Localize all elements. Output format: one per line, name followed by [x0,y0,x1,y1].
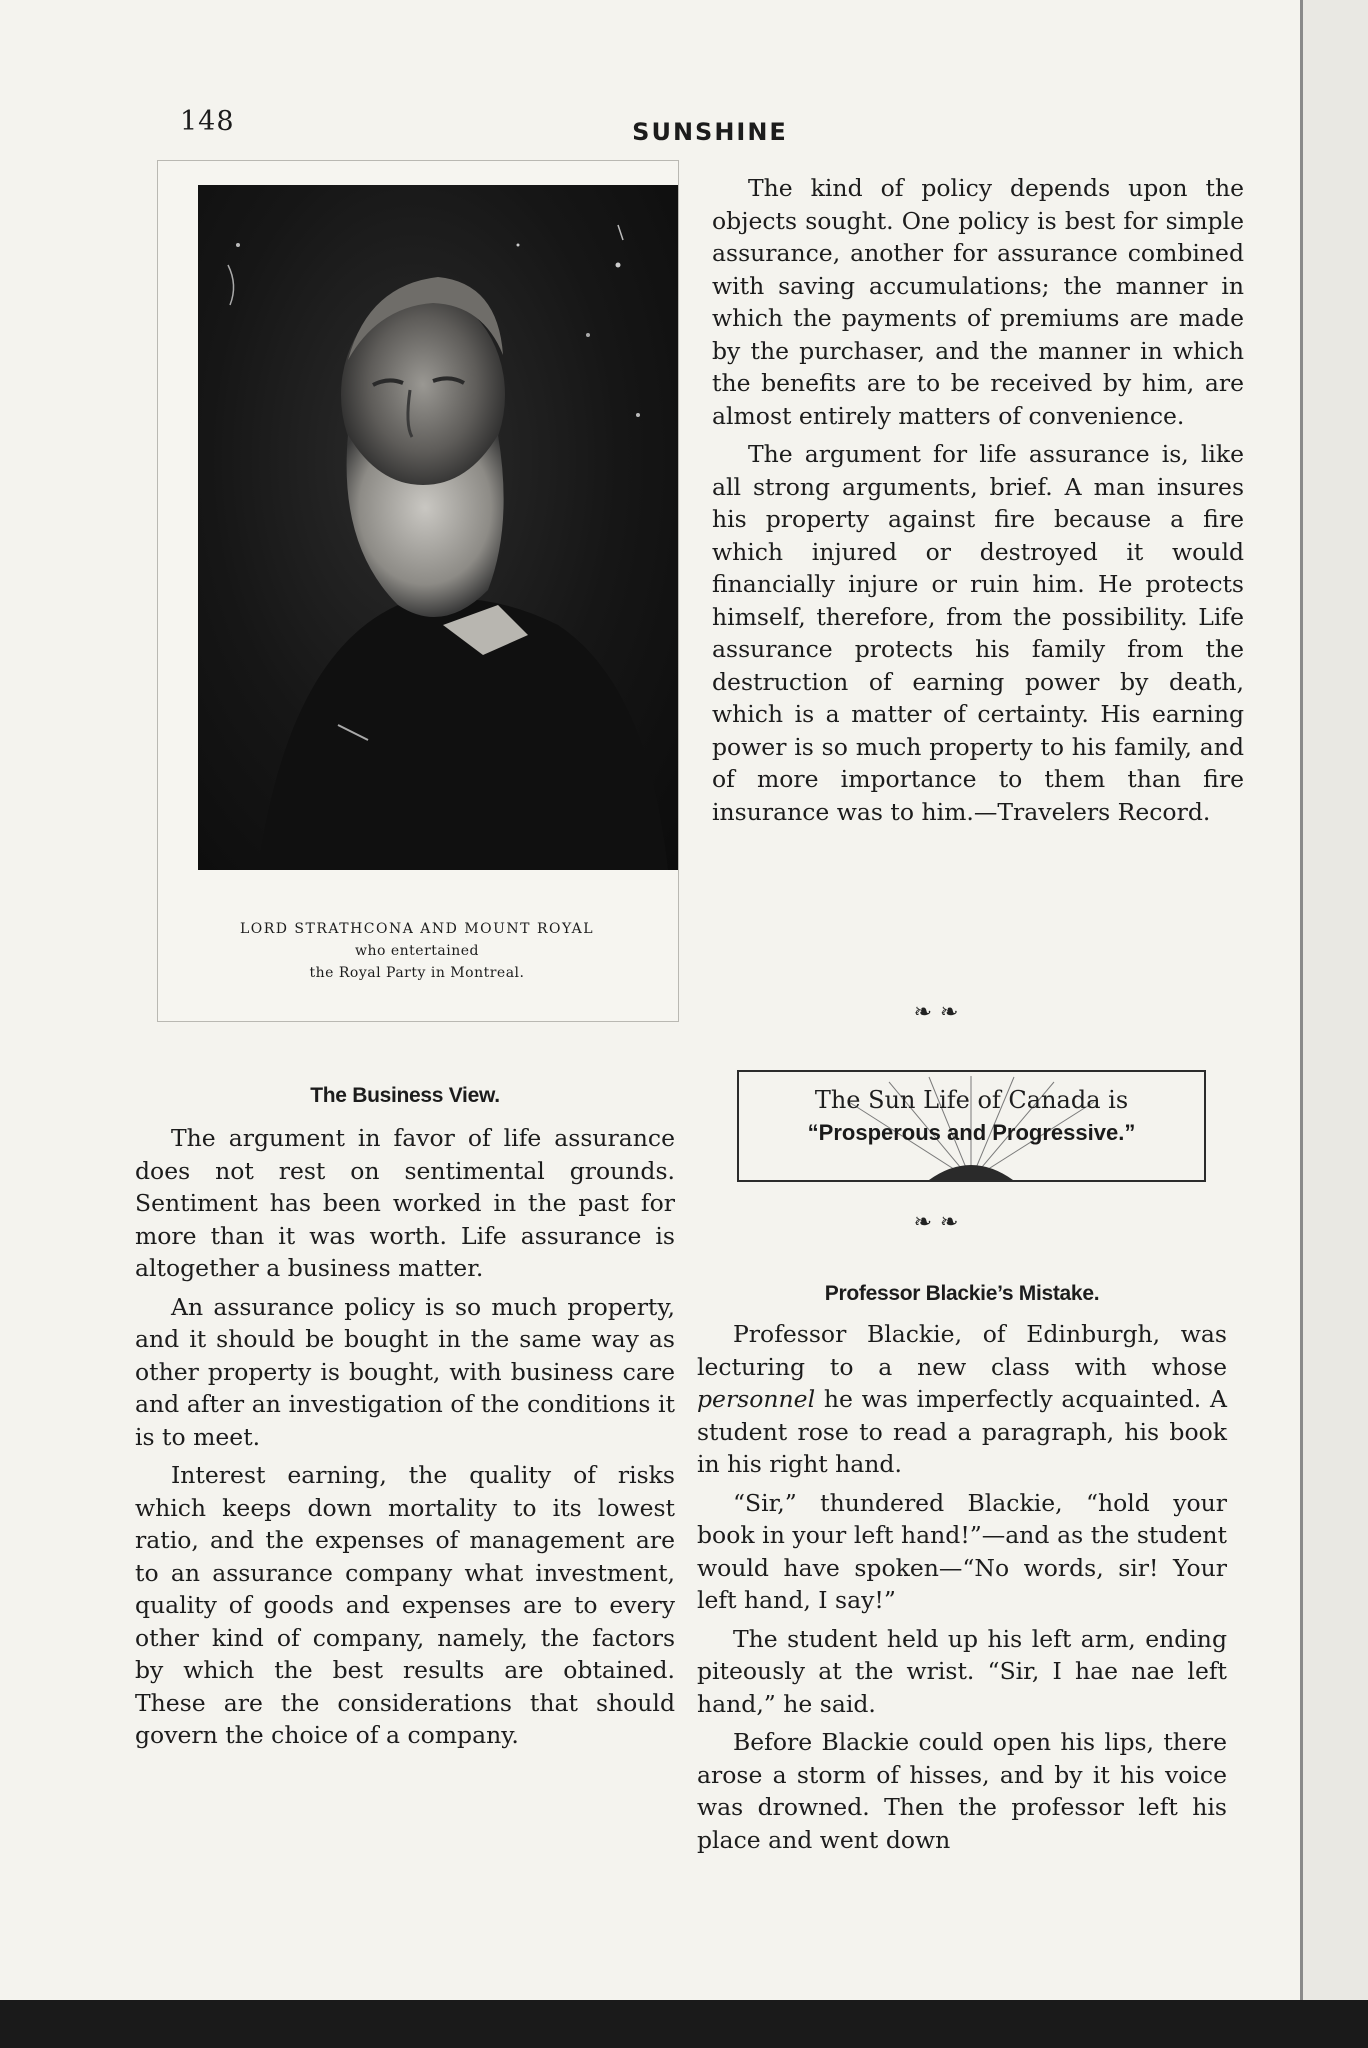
scan-border [0,2000,1368,2048]
article-business-view [135,1122,675,1758]
photo-caption [157,918,677,984]
caption-line-3: the Royal Party in Montreal. [309,965,525,981]
paragraph [697,1318,1227,1481]
paragraph: The argument for life assurance is, like all strong arguments, brief. A man insures his property against fire because a fire which injured or destroyed it would financially injure or ruin him. He protects himself, therefore, from the possibility. Life assurance protects his family from the destruction of earning power by death, which is a matter of certainty. His earning power is so much property to his family, and of more importance to them than fire insurance was to him.—Travelers Record. [712,440,1244,826]
page-number: 148 [180,106,235,137]
portrait-illustration [198,185,678,870]
paragraph: Before Blackie could open his lips, there arose a storm of hisses, and by it his voice was drowned. Then the professor left his place and went down [697,1728,1227,1854]
italic-term: personnel [697,1385,816,1413]
page-edge [1300,0,1368,2000]
running-head: SUNSHINE [632,118,788,146]
paragraph: Interest earning, the quality of risks which keeps down mortality to its lowest ratio, and the expenses of management are to an assurance company what investment, quality of goods and expenses are to every other kind of company, namely, the factors by which the best results are obtained. These are the considerations that should govern the choice of a company. [135,1461,675,1749]
caption-line-2: who entertained [355,943,479,959]
portrait-photo [198,185,678,870]
section-heading-blackie: Professor Blackie’s Mistake. [824,1282,1100,1305]
text-run: Professor Blackie, of Edinburgh, was lecturing to a new class with whose [697,1320,1227,1381]
caption-title: LORD STRATHCONA AND MOUNT ROYAL [239,921,595,937]
section-heading-business-view: The Business View. [310,1084,500,1107]
sun-life-advert [737,1070,1206,1182]
paragraph: “Sir,” thundered Blackie, “hold your book in your left hand!”—and as the student would have spoken—“No words, sir! Your left hand, I say!” [697,1488,1227,1614]
paragraph: The student held up his left arm, ending piteously at the wrist. “Sir, I hae nae left hand,” he said. [697,1624,1227,1718]
ornament-divider: ❧❧ [913,1210,967,1235]
advert-slogan: “Prosperous and Progressive.” [807,1120,1136,1145]
paragraph: An assurance policy is so much property, and it should be bought in the same way as other property is bought, with business care and after an investigation of the conditions it is to meet. [135,1292,675,1451]
advert-line-1: The Sun Life of Canada is [814,1086,1129,1114]
article-blackie [697,1318,1227,1862]
paragraph: The argument in favor of life assurance does not rest on sentimental grounds. Sentiment has been worked in the past for more than it was worth. Life assurance is altogether a business matter. [135,1124,675,1282]
ornament-divider: ❧❧ [913,1000,967,1025]
article-continued [712,172,1244,834]
paragraph: The kind of policy depends upon the objects sought. One policy is best for simple assurance, another for assurance combined with saving accumulations; the manner in which the payments of premiums are made by the purchaser, and the manner in which the benefits are to be received by him, are almost entirely matters of convenience. [712,174,1244,430]
text-run: he was imperfectly acquainted. A student rose to read a paragraph, his book in his right hand. [697,1385,1227,1478]
